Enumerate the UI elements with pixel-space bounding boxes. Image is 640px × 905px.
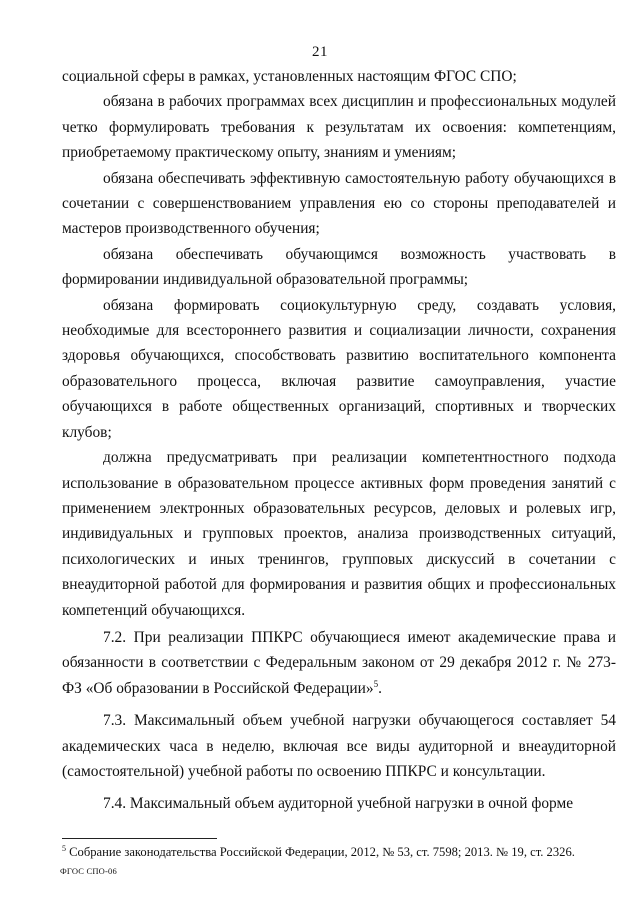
footnote-marker: 5 <box>62 843 66 853</box>
footnote <box>62 844 616 861</box>
footnote-text: Собрание законодательства Российской Федерации, 2012, № 53, ст. 7598; 2013. № 19, ст. 2326. <box>66 845 575 859</box>
paragraph-work-programs: обязана в рабочих программах всех дисциплин и профессиональных модулей четко формулировать требования к результатам их освоения: компетенциям, приобретаемому практическому опыту, знаниям и умениям; <box>62 93 616 162</box>
footnote-separator <box>62 838 217 839</box>
paragraph-independent-work: обязана обеспечивать эффективную самостоятельную работу обучающихся в сочетании с совершенствованием управления ею со стороны преподавателей и мастеров производственного обучения; <box>62 169 616 238</box>
paragraph-7-2: 7.2. При реализации ППКРС обучающиеся имеют академические права и обязанности в соответствии с Федеральным законом от 29 декабря 2012 г. № 273-ФЗ «Об образовании в Российской Федерации»$^5$. <box>62 628 616 697</box>
footnote-reference: 5 <box>373 678 379 689</box>
paragraph-7-2-text: 7.2. При реализации ППКРС обучающиеся имеют академические права и обязанности в соответствии с Федеральным законом от 29 декабря 2012 г. № 273-ФЗ «Об образовании в Российской Федерации» <box>62 628 616 697</box>
page-number: 21 <box>312 44 328 60</box>
paragraph-sociocultural-environment: обязана формировать социокультурную среду, создавать условия, необходимые для всестороннего развития и социализации личности, сохранения здоровья обучающихся, способствовать развитию воспитательного компонента образовательного процесса, включая развитие самоуправления, участие обучающихся в работе общественных организаций, спортивных и творческих клубов; <box>62 296 616 441</box>
paragraph-7-4: 7.4. Максимальный объем аудиторной учебной нагрузки в очной форме <box>103 795 574 813</box>
paragraph-individual-program: обязана обеспечивать обучающимся возможность участвовать в формировании индивидуальной образовательной программы; <box>62 245 616 289</box>
document-code: ФГОС СПО-06 <box>60 866 117 876</box>
document-body <box>62 64 616 817</box>
paragraph-7-3: 7.3. Максимальный объем учебной нагрузки обучающегося составляет 54 академических часа в неделю, включая все виды аудиторной и внеаудиторной (самостоятельной) учебной работы по освоению ППКРС и консультации. <box>62 712 616 780</box>
paragraph-competence-approach: должна предусматривать при реализации компетентностного подхода использование в образовательном процессе активных форм проведения занятий с применением электронных образовательных ресурсов, деловых и ролевых игр, индивидуальных и групповых проектов, анализа производственных ситуаций, психологических и иных тренингов, групповых дискуссий в сочетании с внеаудиторной работой для формирования и развития общих и профессиональных компетенций обучающихся. <box>62 449 616 619</box>
paragraph-continuation: социальной сферы в рамках, установленных настоящим ФГОС СПО; <box>62 68 517 85</box>
